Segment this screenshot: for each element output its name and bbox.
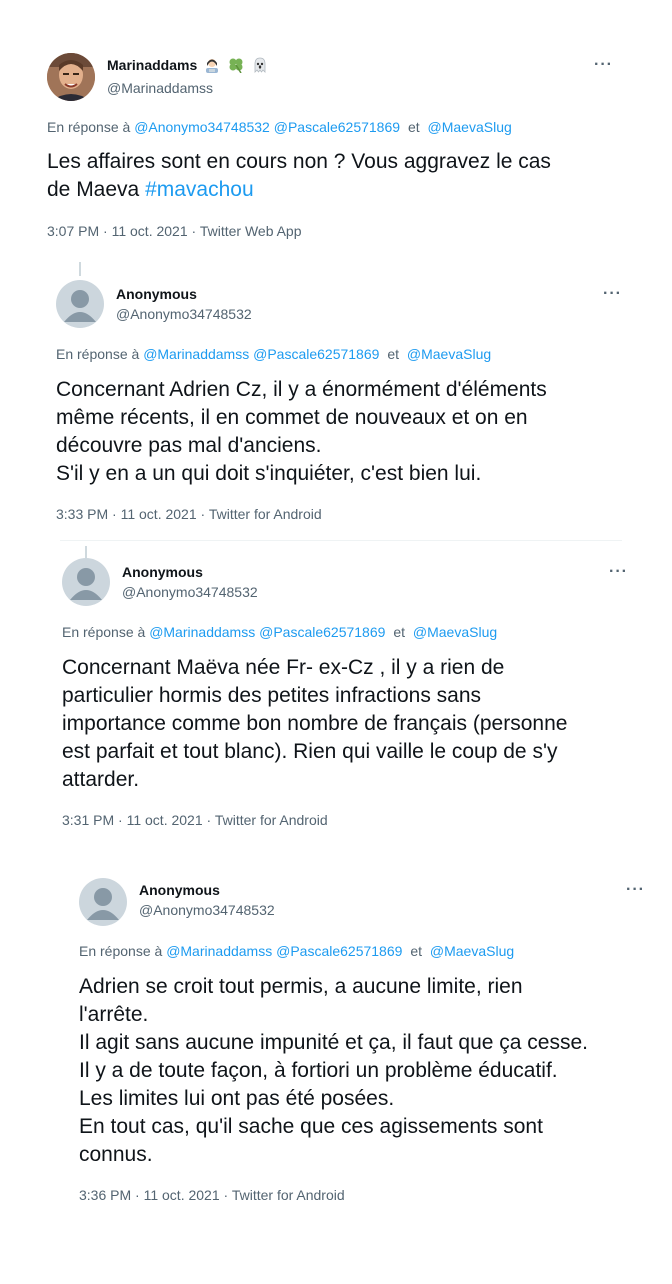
user-handle[interactable]: @Anonymo34748532 bbox=[139, 902, 275, 918]
more-options-icon[interactable]: ··· bbox=[626, 881, 645, 898]
display-name[interactable]: Anonymous bbox=[122, 564, 203, 580]
tweet-time[interactable]: 3:33 PM bbox=[56, 506, 109, 522]
tweet-text: Les affaires sont en cours non ? Vous aggravez le cas de Maeva #mavachou bbox=[47, 150, 551, 201]
woman-technologist-icon bbox=[204, 57, 220, 76]
tweet-date[interactable]: 11 oct. 2021 bbox=[126, 812, 203, 828]
more-options-icon[interactable]: ··· bbox=[603, 285, 622, 302]
tweet-text: Adrien se croit tout permis, a aucune limite, rien l'arrête. Il agit sans aucune impunité et ça, il faut que ça cesse. Il y a de toute façon, à fortiori un problème éducatif. Les limites lui ont pas été posées. En tout cas, qu'il sache que ces agissements sont connus. bbox=[79, 975, 588, 1166]
mention-link[interactable]: @Anonymo34748532 bbox=[134, 119, 270, 135]
user-handle[interactable]: @Anonymo34748532 bbox=[122, 584, 258, 600]
mention-link[interactable]: @Marinaddamss bbox=[166, 943, 273, 959]
more-options-icon[interactable]: ··· bbox=[609, 563, 628, 580]
profile-photo-icon bbox=[47, 53, 95, 101]
tweet-date[interactable]: 11 oct. 2021 bbox=[143, 1187, 220, 1203]
avatar[interactable] bbox=[47, 53, 95, 101]
reply-context: En réponse à @Anonymo34748532 @Pascale62571869 et @MaevaSlug bbox=[47, 119, 512, 135]
more-options-icon[interactable]: ··· bbox=[594, 56, 613, 73]
mention-link[interactable]: @Pascale62571869 bbox=[253, 346, 380, 362]
default-avatar-icon bbox=[79, 878, 127, 926]
hashtag-link[interactable]: #mavachou bbox=[145, 178, 254, 201]
tweet-text: Concernant Maëva née Fr- ex-Cz , il y a rien de particulier hormis des petites infractions sans importance comme bon nombre de français (personne est parfait et tout blanc). Rien qui vaille le coup de s'y attarder. bbox=[62, 656, 568, 791]
tweet-meta: 3:31 PM · 11 oct. 2021 · Twitter for Android bbox=[62, 812, 328, 828]
default-avatar-icon bbox=[62, 558, 110, 606]
mention-link[interactable]: @Marinaddamss bbox=[149, 624, 256, 640]
avatar[interactable] bbox=[56, 280, 104, 328]
reply-context: En réponse à @Marinaddamss @Pascale62571869 et @MaevaSlug bbox=[62, 624, 498, 640]
tweet-1 bbox=[0, 0, 672, 250]
tweet-source: Twitter for Android bbox=[214, 812, 328, 828]
tweet-source: Twitter for Android bbox=[231, 1187, 345, 1203]
user-handle[interactable]: @Anonymo34748532 bbox=[116, 306, 252, 322]
divider bbox=[60, 540, 622, 541]
mention-link[interactable]: @Marinaddamss bbox=[143, 346, 250, 362]
tweet-4 bbox=[0, 868, 672, 1213]
tweet-date[interactable]: 11 oct. 2021 bbox=[120, 506, 197, 522]
reply-context: En réponse à @Marinaddamss @Pascale62571869 et @MaevaSlug bbox=[56, 346, 492, 362]
mention-link[interactable]: @Pascale62571869 bbox=[273, 119, 401, 135]
tweet-meta: 3:36 PM · 11 oct. 2021 · Twitter for Android bbox=[79, 1187, 345, 1203]
four-leaf-clover-icon bbox=[227, 57, 245, 76]
tweet-time[interactable]: 3:31 PM bbox=[62, 812, 115, 828]
tweet-source: Twitter for Android bbox=[208, 506, 322, 522]
mention-link[interactable]: @MaevaSlug bbox=[406, 346, 492, 362]
tweet-text: Concernant Adrien Cz, il y a énormément d'éléments même récents, il en commet de nouveaux et on en découvre pas mal d'anciens. S'il y en a un qui doit s'inquiéter, c'est bien lui. bbox=[56, 378, 547, 485]
tweet-3 bbox=[0, 548, 672, 838]
default-avatar-icon bbox=[56, 280, 104, 328]
ghost-icon bbox=[252, 57, 268, 76]
tweet-meta: 3:33 PM · 11 oct. 2021 · Twitter for Android bbox=[56, 506, 322, 522]
mention-link[interactable]: @MaevaSlug bbox=[412, 624, 498, 640]
display-name[interactable]: Anonymous bbox=[116, 286, 197, 302]
tweet-time[interactable]: 3:07 PM bbox=[47, 223, 100, 239]
mention-link[interactable]: @Pascale62571869 bbox=[259, 624, 386, 640]
mention-link[interactable]: @MaevaSlug bbox=[429, 943, 515, 959]
display-name[interactable]: Anonymous bbox=[139, 882, 220, 898]
tweet-source: Twitter Web App bbox=[199, 223, 302, 239]
avatar[interactable] bbox=[62, 558, 110, 606]
display-name[interactable]: Marinaddams bbox=[107, 57, 268, 76]
user-handle[interactable]: @Marinaddamss bbox=[107, 80, 214, 96]
tweet-time[interactable]: 3:36 PM bbox=[79, 1187, 132, 1203]
mention-link[interactable]: @MaevaSlug bbox=[427, 119, 512, 135]
tweet-2 bbox=[0, 270, 672, 535]
avatar[interactable] bbox=[79, 878, 127, 926]
tweet-meta: 3:07 PM · 11 oct. 2021 · Twitter Web App bbox=[47, 223, 302, 239]
tweet-date[interactable]: 11 oct. 2021 bbox=[111, 223, 188, 239]
mention-link[interactable]: @Pascale62571869 bbox=[276, 943, 403, 959]
reply-context: En réponse à @Marinaddamss @Pascale62571869 et @MaevaSlug bbox=[79, 943, 515, 959]
